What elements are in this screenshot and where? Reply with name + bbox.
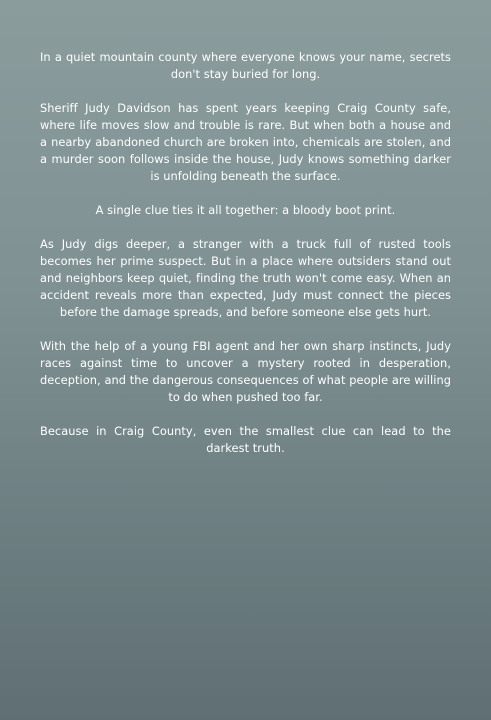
- blurb-paragraph-2: Sheriff Judy Davidson has spent years keeping Craig County safe, where life moves slow and trouble is rare. But when both a house and a nearby abandoned church are broken into, chemicals are stolen, and a murder soon follows inside the house, Judy knows something darker is unfolding beneath the surface.: [40, 101, 451, 183]
- blurb-paragraph-6: Because in Craig County, even the smallest clue can lead to the darkest truth.: [40, 424, 451, 455]
- blurb-paragraph-3: A single clue ties it all together: a bloody boot print.: [95, 203, 396, 217]
- blurb-paragraph-5: With the help of a young FBI agent and her own sharp instincts, Judy races against time to uncover a mystery rooted in desperation, deception, and the dangerous consequences of what people are willing to do when pushed too far.: [40, 339, 451, 404]
- blurb-paragraph-4: As Judy digs deeper, a stranger with a truck full of rusted tools becomes her prime suspect. But in a place where outsiders stand out and neighbors keep quiet, finding the truth won't come easy. When an accident reveals more than expected, Judy must connect the pieces before the damage spreads, and before someone else gets hurt.: [40, 237, 451, 319]
- back-cover-blurb: [40, 49, 451, 474]
- blurb-paragraph-1: In a quiet mountain county where everyone knows your name, secrets don't stay buried for long.: [40, 50, 451, 81]
